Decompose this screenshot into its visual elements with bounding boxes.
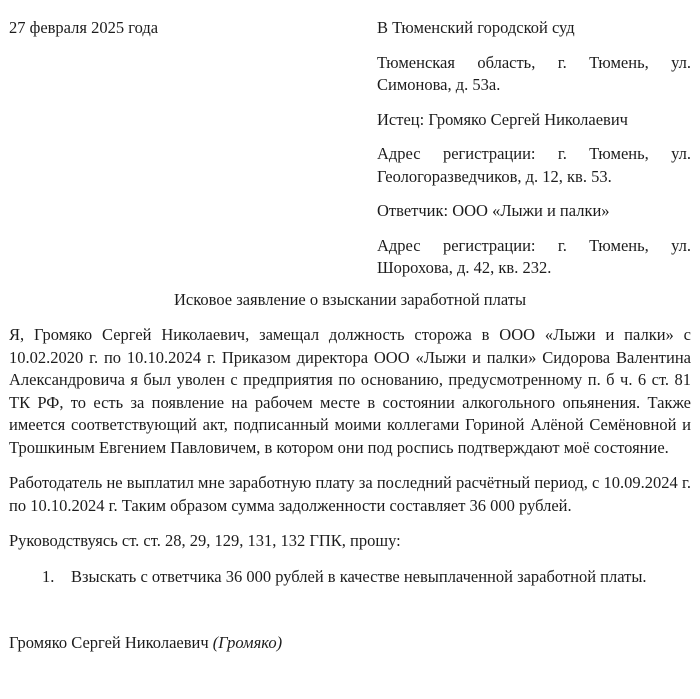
plaintiff-line: Истец: Громяко Сергей Николаевич	[377, 109, 628, 129]
signature-line	[9, 632, 691, 655]
claim-number: 1.	[42, 566, 55, 586]
court-address: Тюменская область, г. Тюмень, ул. Симонова, д. 53а.	[377, 52, 691, 94]
paragraph-employment-and-dismissal: Я, Громяко Сергей Николаевич, замещал должность сторожа в ООО «Лыжи и палки» с 10.02.2020 г. по 10.10.2024 г. Приказом директора ООО «Лыжи и палки» Сидорова Валентина Александровича я был уволен с предприятия по основанию, предусмотренному п. б ч. 6 ст. 81 ТК РФ, то есть за появление на рабочем месте в состоянии алкогольного опьянения. Также имеется соответствующий акт, подписанный моими коллегами Гориной Алёной Семёновной и Трошкиным Евгением Павловичем, в котором они под роспись подтверждают моё состояние.	[9, 325, 691, 457]
signatory-name: Громяко Сергей Николаевич	[9, 633, 209, 652]
claim-item	[42, 566, 691, 589]
defendant-line: Ответчик: ООО «Лыжи и палки»	[377, 201, 610, 220]
defendant-address: Адрес регистрации: г. Тюмень, ул. Шорохова, д. 42, кв. 232.	[377, 235, 691, 277]
paragraph-unpaid-wages: Работодатель не выплатил мне заработную плату за последний расчётный период, с 10.09.2024 г. по 10.10.2024 г. Таким образом сумма задолженности составляет 36 000 рублей.	[9, 473, 691, 515]
document-header	[9, 17, 691, 280]
plaintiff-address: Адрес регистрации: г. Тюмень, ул. Геологоразведчиков, д. 12, кв. 53.	[377, 144, 691, 186]
claim-text: Взыскать с ответчика 36 000 рублей в качестве невыплаченной заработной платы.	[71, 566, 647, 586]
paragraph-legal-basis: Руководствуясь ст. ст. 28, 29, 129, 131, 132 ГПК, прошу:	[9, 531, 401, 550]
document-title: Исковое заявление о взыскании заработной платы	[173, 289, 527, 309]
court-name: В Тюменский городской суд	[377, 18, 575, 37]
document-date: 27 февраля 2025 года	[9, 18, 159, 37]
court-address-block	[377, 17, 691, 280]
signature-handwritten: (Громяко)	[212, 633, 283, 652]
